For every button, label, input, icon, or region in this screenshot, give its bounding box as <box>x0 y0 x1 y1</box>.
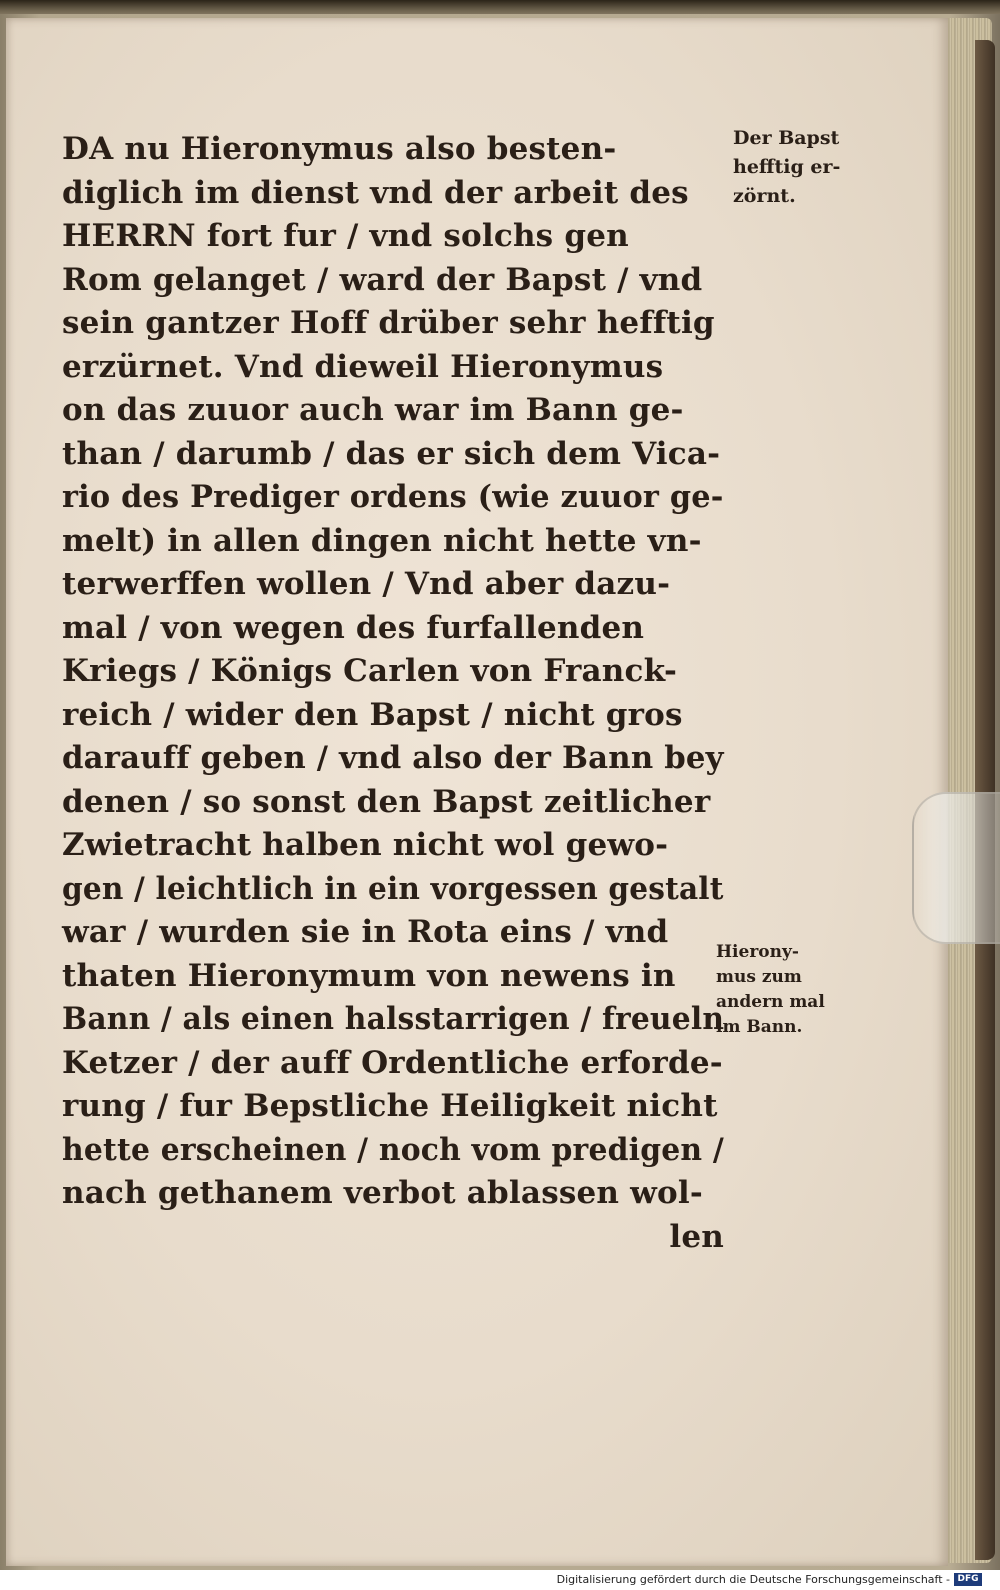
text-line: Ketzer / der auff Ordentliche erforde- <box>62 1044 723 1081</box>
text-line: Bann / als einen halsstarrigen / freueln <box>62 1001 725 1037</box>
text-line: than / darumb / das er sich dem Vica- <box>62 435 721 472</box>
text-line: denen / so sonst den Bapst zeitlicher <box>62 783 711 820</box>
dfg-logo: DFG <box>954 1573 982 1586</box>
marginal-note-line: andern mal <box>716 992 825 1012</box>
marginal-note-second-ban <box>716 940 825 1040</box>
text-line: diglich im dienst vnd der arbeit des <box>62 174 689 211</box>
text-line: Kriegs / Königs Carlen von Franck- <box>62 653 678 689</box>
text-line: mal / von wegen des furfallenden <box>62 609 645 646</box>
text-line: sein gantzer Hoff drüber sehr hefftig <box>62 305 715 341</box>
text-line: hette erscheinen / noch vom predigen / <box>62 1131 724 1168</box>
credit-footer <box>0 1570 1000 1590</box>
marginal-note-line: Hierony- <box>716 942 799 962</box>
text-line: melt) in allen dingen nicht hette vn- <box>62 522 702 559</box>
marginal-note-line: hefftig er- <box>733 156 841 178</box>
text-line: erzürnet. Vnd dieweil Hieronymus <box>62 348 664 385</box>
text-line: darauff geben / vnd also der Bann bey <box>62 740 724 776</box>
main-text-block <box>62 128 724 1259</box>
text-line: rio des Prediger ordens (wie zuuor ge- <box>62 479 724 515</box>
marginal-note-pope-angered <box>733 124 840 211</box>
marginal-note-line: mus zum <box>716 967 802 987</box>
funding-credit: Digitalisierung gefördert durch die Deutsche Forschungsgemeinschaft - <box>556 1573 950 1586</box>
text-line: Rom gelanget / ward der Bapst / vnd <box>62 261 703 298</box>
catchword: len <box>669 1218 724 1255</box>
plastic-page-clip <box>912 792 1000 944</box>
text-line: rung / fur Bepstliche Heiligkeit nicht <box>62 1088 718 1124</box>
text-line: DA nu Hieronymus also besten- <box>62 131 617 167</box>
text-line: HERRN fort fur / vnd solchs gen <box>62 218 629 254</box>
text-line: reich / wider den Bapst / nicht gros <box>62 696 683 733</box>
text-line: nach gethanem verbot ablassen wol- <box>62 1175 703 1211</box>
marginal-note-line: Der Bapst <box>733 127 840 149</box>
text-line: gen / leichtlich in ein vorgessen gestalt <box>62 870 724 907</box>
marginal-note-line: zörnt. <box>733 185 796 207</box>
text-line: thaten Hieronymum von newens in <box>62 957 676 994</box>
text-line: Zwietracht halben nicht wol gewo- <box>62 827 669 863</box>
marginal-note-line: im Bann. <box>716 1017 803 1037</box>
text-line: terwerffen wollen / Vnd aber dazu- <box>62 566 671 602</box>
text-line: on das zuuor auch war im Bann ge- <box>62 392 684 428</box>
text-line: war / wurden sie in Rota eins / vnd <box>62 914 669 950</box>
